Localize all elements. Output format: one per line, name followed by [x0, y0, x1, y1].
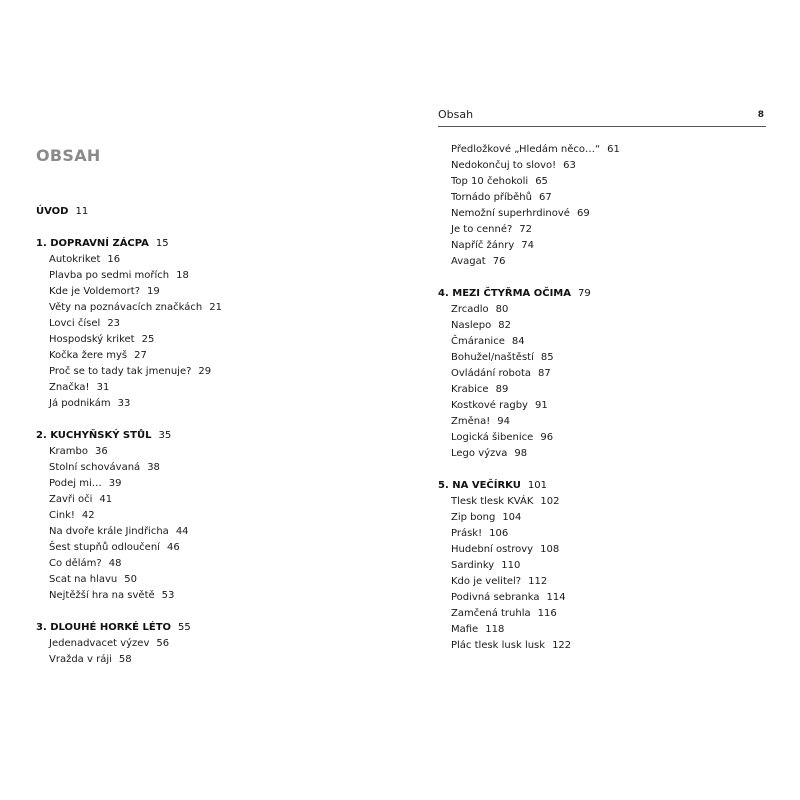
- toc-entry-page: 25: [141, 334, 155, 345]
- toc-entry-page: 29: [198, 366, 212, 377]
- toc-entry-title: Předložkové „Hledám něco…“: [451, 144, 601, 155]
- toc-entry: [36, 556, 366, 572]
- toc-entry-title: Naslepo: [451, 320, 492, 331]
- toc-entry-title: Logická šibenice: [451, 432, 534, 443]
- toc-entry-page: 116: [537, 608, 557, 619]
- toc-entry-title: Zip bong: [451, 512, 496, 523]
- toc-entry-page: 80: [495, 304, 509, 315]
- toc-entry-page: 72: [519, 224, 533, 235]
- toc-entry-page: 96: [540, 432, 554, 443]
- toc-entry-title: Tornádo příběhů: [451, 192, 532, 203]
- toc-entry: [36, 380, 366, 396]
- toc-entry-page: 76: [492, 256, 506, 267]
- toc-entry-title: Napříč žánry: [451, 240, 515, 251]
- section-heading: [36, 236, 366, 252]
- toc-entry-title: Cink!: [49, 510, 75, 521]
- toc-entry-title: Krambo: [49, 446, 89, 457]
- toc-entry-page: 21: [209, 302, 222, 313]
- toc-entry: [438, 334, 768, 350]
- toc-right-column: [438, 142, 768, 654]
- section-gap: [36, 604, 366, 620]
- section-heading-page: 101: [527, 480, 547, 491]
- toc-entry: [438, 318, 768, 334]
- toc-entry-page: 82: [498, 320, 511, 331]
- toc-section: [36, 428, 366, 604]
- toc-section: [36, 620, 366, 668]
- toc-entry: [438, 446, 768, 462]
- toc-section: [36, 236, 366, 412]
- toc-entry-page: 23: [107, 318, 121, 329]
- toc-entry: [36, 492, 366, 508]
- toc-entry: [36, 636, 366, 652]
- toc-entry: [438, 542, 768, 558]
- toc-entry: [438, 382, 768, 398]
- toc-entry: [36, 300, 366, 316]
- toc-entry-title: Věty na poznávacích značkách: [49, 302, 203, 313]
- toc-entry: [36, 540, 366, 556]
- toc-entry-page: 61: [607, 144, 620, 155]
- toc-entry-title: Je to cenné?: [451, 224, 513, 235]
- toc-entry: [36, 268, 366, 284]
- toc-entry-page: 102: [540, 496, 560, 507]
- toc-entry: [438, 606, 768, 622]
- toc-entry-title: Kde je Voldemort?: [49, 286, 141, 297]
- toc-entry-page: 46: [166, 542, 180, 553]
- toc-entry-page: 114: [546, 592, 566, 603]
- section-gap: [36, 220, 366, 236]
- toc-entry: [438, 414, 768, 430]
- section-heading-page: 15: [155, 238, 169, 249]
- toc-entry-title: Autokriket: [49, 254, 101, 265]
- toc-entry: [438, 398, 768, 414]
- toc-entry-page: 39: [108, 478, 122, 489]
- toc-entry: [36, 572, 366, 588]
- toc-section: [438, 286, 768, 462]
- toc-entry-title: Hudební ostrovy: [451, 544, 534, 555]
- toc-entry-page: 108: [540, 544, 560, 555]
- toc-entry: [438, 638, 768, 654]
- toc-entry-title: Na dvoře krále Jindřicha: [49, 526, 169, 537]
- toc-entry-page: 56: [156, 638, 170, 649]
- toc-entry-page: 36: [95, 446, 108, 457]
- toc-entry-page: 27: [134, 350, 147, 361]
- toc-entry-title: Bohužel/naštěstí: [451, 352, 534, 363]
- toc-entry: [36, 316, 366, 332]
- section-heading: [36, 620, 366, 636]
- toc-entry: [36, 396, 366, 412]
- toc-entry: [438, 206, 768, 222]
- toc-section: [438, 142, 768, 270]
- toc-entry-title: Co dělám?: [49, 558, 102, 569]
- toc-entry-page: 65: [535, 176, 548, 187]
- toc-entry-title: Top 10 čehokoli: [451, 176, 529, 187]
- toc-entry: [438, 142, 768, 158]
- toc-entry-page: 16: [107, 254, 121, 265]
- toc-entry: [438, 190, 768, 206]
- toc-entry-page: 91: [534, 400, 548, 411]
- toc-entry-page: 44: [175, 526, 189, 537]
- toc-entry-title: Tlesk tlesk KVÁK: [451, 496, 534, 507]
- toc-entry-title: Změna!: [451, 416, 491, 427]
- toc-section: [438, 478, 768, 654]
- toc-entry-title: Prásk!: [451, 528, 483, 539]
- toc-entry-page: 104: [502, 512, 522, 523]
- toc-entry-title: Krabice: [451, 384, 489, 395]
- toc-entry-title: Vražda v ráji: [49, 654, 112, 665]
- toc-entry-title: Sardinky: [451, 560, 495, 571]
- toc-entry: [438, 350, 768, 366]
- toc-entry-page: 18: [176, 270, 189, 281]
- toc-entry-page: 50: [124, 574, 137, 585]
- section-heading-title: 2. KUCHYŇSKÝ STŮL: [36, 430, 152, 441]
- section-heading-page: 11: [75, 206, 89, 217]
- toc-entry-title: Zrcadlo: [451, 304, 489, 315]
- toc-entry-title: Kdo je velitel?: [451, 576, 522, 587]
- toc-entry-title: Nedokončuj to slovo!: [451, 160, 557, 171]
- toc-entry-page: 31: [96, 382, 110, 393]
- toc-entry: [438, 238, 768, 254]
- toc-entry: [438, 494, 768, 510]
- section-heading-page: 55: [178, 622, 191, 633]
- section-gap: [36, 412, 366, 428]
- section-heading: [438, 286, 768, 302]
- toc-entry: [438, 574, 768, 590]
- section-heading-title: ÚVOD: [36, 206, 69, 217]
- toc-entry-title: Já podnikám: [49, 398, 111, 409]
- toc-entry-title: Proč se to tady tak jmenuje?: [49, 366, 192, 377]
- toc-entry: [438, 526, 768, 542]
- page-title: OBSAH: [36, 146, 101, 165]
- toc-entry: [438, 222, 768, 238]
- toc-entry: [438, 510, 768, 526]
- toc-section: [36, 204, 366, 220]
- toc-entry: [438, 174, 768, 190]
- toc-entry-title: Plác tlesk lusk lusk: [451, 640, 546, 651]
- toc-entry-page: 63: [563, 160, 576, 171]
- toc-entry-page: 87: [538, 368, 551, 379]
- toc-entry-title: Hospodský kriket: [49, 334, 135, 345]
- toc-entry: [36, 652, 366, 668]
- toc-entry-page: 48: [108, 558, 122, 569]
- toc-entry-page: 118: [485, 624, 505, 635]
- toc-entry: [438, 302, 768, 318]
- toc-entry-title: Zamčená truhla: [451, 608, 531, 619]
- toc-entry: [36, 588, 366, 604]
- toc-entry: [438, 430, 768, 446]
- toc-entry-title: Podej mi…: [49, 478, 102, 489]
- toc-entry-title: Podivná sebranka: [451, 592, 540, 603]
- section-heading: [36, 204, 366, 220]
- toc-entry-page: 67: [539, 192, 552, 203]
- toc-entry-title: Avagat: [451, 256, 486, 267]
- toc-entry-title: Zavři oči: [49, 494, 93, 505]
- toc-left-column: [36, 204, 366, 668]
- toc-entry-title: Lovci čísel: [49, 318, 101, 329]
- toc-entry: [438, 558, 768, 574]
- section-heading-title: 5. NA VEČÍRKU: [438, 480, 521, 491]
- section-heading-title: 3. DLOUHÉ HORKÉ LÉTO: [36, 622, 172, 633]
- toc-entry-title: Kočka žere myš: [49, 350, 128, 361]
- toc-entry-page: 38: [147, 462, 160, 473]
- toc-entry: [438, 590, 768, 606]
- toc-entry-title: Stolní schovávaná: [49, 462, 141, 473]
- toc-entry: [438, 366, 768, 382]
- toc-entry-page: 98: [514, 448, 528, 459]
- toc-entry-title: Lego výzva: [451, 448, 508, 459]
- toc-entry-page: 42: [81, 510, 95, 521]
- toc-entry-page: 122: [552, 640, 572, 651]
- section-gap: [438, 270, 768, 286]
- toc-entry-title: Čmáranice: [451, 336, 505, 347]
- toc-entry-page: 74: [521, 240, 535, 251]
- running-header: [438, 106, 766, 127]
- toc-entry-page: 106: [489, 528, 509, 539]
- toc-entry: [36, 444, 366, 460]
- toc-entry-title: Scat na hlavu: [49, 574, 118, 585]
- toc-entry: [36, 252, 366, 268]
- toc-entry-title: Nejtěžší hra na světě: [49, 590, 155, 601]
- toc-entry-page: 41: [99, 494, 113, 505]
- toc-entry-page: 110: [501, 560, 521, 571]
- toc-entry-title: Značka!: [49, 382, 90, 393]
- toc-entry: [438, 254, 768, 270]
- section-heading-title: 1. DOPRAVNÍ ZÁCPA: [36, 238, 149, 249]
- toc-entry: [36, 476, 366, 492]
- section-heading-title: 4. MEZI ČTYŘMA OČIMA: [438, 288, 571, 299]
- toc-entry-page: 19: [147, 286, 160, 297]
- toc-entry-title: Jedenadvacet výzev: [49, 638, 150, 649]
- page-number: 8: [757, 110, 764, 120]
- section-heading: [438, 478, 768, 494]
- toc-entry-page: 84: [511, 336, 525, 347]
- toc-entry-title: Ovládání robota: [451, 368, 531, 379]
- toc-entry: [36, 284, 366, 300]
- toc-entry-page: 112: [528, 576, 548, 587]
- toc-entry: [36, 348, 366, 364]
- toc-entry: [438, 622, 768, 638]
- section-heading-page: 79: [578, 288, 591, 299]
- header-title: Obsah: [438, 108, 474, 121]
- toc-entry: [36, 508, 366, 524]
- toc-entry-page: 53: [161, 590, 175, 601]
- toc-entry: [36, 332, 366, 348]
- toc-entry-page: 33: [117, 398, 131, 409]
- toc-entry-title: Nemožní superhrdinové: [451, 208, 570, 219]
- toc-entry-page: 94: [497, 416, 510, 427]
- toc-entry-title: Plavba po sedmi mořích: [49, 270, 170, 281]
- toc-entry-page: 69: [576, 208, 590, 219]
- toc-entry-title: Mafie: [451, 624, 479, 635]
- toc-entry-title: Kostkové ragby: [451, 400, 528, 411]
- toc-entry: [36, 364, 366, 380]
- toc-entry-title: Šest stupňů odloučení: [49, 542, 160, 553]
- section-heading: [36, 428, 366, 444]
- toc-entry: [36, 524, 366, 540]
- section-heading-page: 35: [158, 430, 172, 441]
- toc-entry: [36, 460, 366, 476]
- toc-entry-page: 89: [495, 384, 509, 395]
- toc-entry-page: 85: [540, 352, 554, 363]
- section-gap: [438, 462, 768, 478]
- toc-entry: [438, 158, 768, 174]
- toc-entry-page: 58: [118, 654, 132, 665]
